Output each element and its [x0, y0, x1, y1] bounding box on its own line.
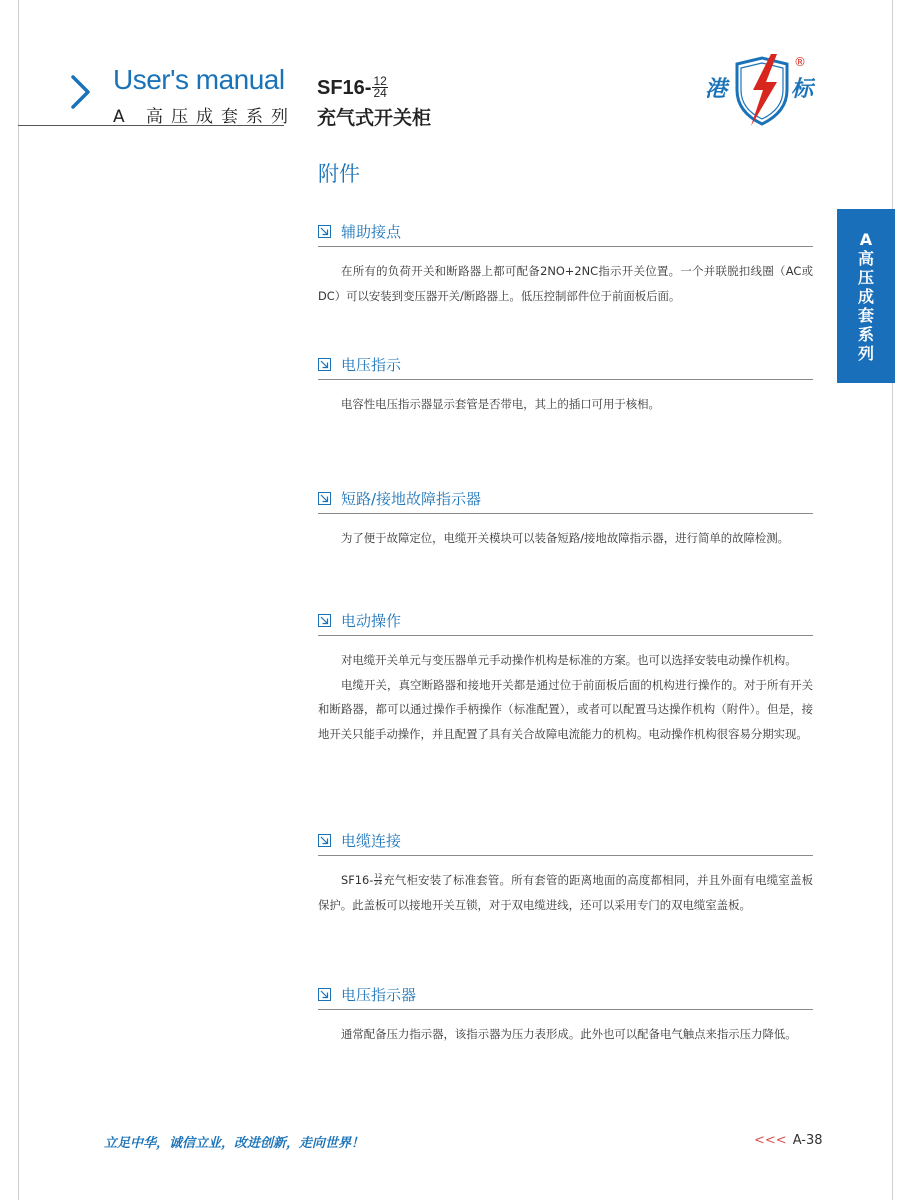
model-fraction-bottom: 24	[373, 86, 387, 100]
side-tab-label: A高压成套系列	[857, 229, 874, 363]
section-pressure-indicator	[318, 982, 813, 1047]
logo-char-left: 港	[705, 77, 728, 102]
section-body	[318, 392, 813, 417]
arrow-down-right-box-icon	[318, 614, 331, 627]
section-voltage-indication	[318, 352, 813, 417]
prefix-fraction-bottom: 24	[374, 880, 383, 887]
section-body	[318, 259, 813, 308]
section-title: 电压指示器	[341, 985, 417, 1004]
arrow-down-right-box-icon	[318, 834, 331, 847]
section-body	[318, 1022, 813, 1047]
section-title: 电压指示	[341, 355, 402, 374]
company-logo	[705, 52, 820, 128]
paragraph: 对电缆开关单元与变压器单元手动操作机构是标准的方案。也可以选择安装电动操作机构。	[341, 653, 797, 667]
model-block	[317, 75, 431, 130]
section-body	[318, 648, 813, 746]
paragraph: 电容性电压指示器显示套管是否带电，其上的插口可用于核相。	[341, 397, 660, 411]
section-header	[318, 608, 813, 636]
arrow-down-right-box-icon	[318, 358, 331, 371]
paragraph	[318, 868, 813, 917]
page-number	[754, 1133, 823, 1148]
arrow-down-right-box-icon	[318, 225, 331, 238]
registered-mark: ®	[794, 55, 806, 69]
model-name: SF16-	[317, 77, 372, 99]
footer-slogan: 立足中华，诚信立业，改进创新，走向世界！	[104, 1136, 365, 1151]
paragraph: 电缆开关，真空断路器和接地开关都是通过位于前面板后面的机构进行操作的。对于所有开关和断路器，都可以通过操作手柄操作（标准配置），或者可以配置马达操作机构（附件）。但是，接地开关只能手动操作，并且配置了具有关合故障电流能力的机构。电动操作机构很容易分期实现。	[318, 677, 813, 741]
section-header	[318, 219, 813, 247]
series-subtitle: A 高压成套系列	[113, 107, 297, 127]
header-rule	[18, 125, 284, 126]
page-heading: 附件	[318, 162, 360, 186]
section-fault-indicator	[318, 486, 813, 551]
section-body	[318, 868, 813, 917]
section-header	[318, 828, 813, 856]
model-line	[317, 75, 431, 101]
model-prefix: SF16-	[341, 873, 374, 887]
section-header	[318, 486, 813, 514]
arrow-down-right-box-icon	[318, 492, 331, 505]
section-title: 短路/接地故障指示器	[341, 489, 482, 508]
paragraph: 在所有的负荷开关和断路器上都可配备2NO+2NC指示开关位置。一个并联脱扣线圈（AC或DC）可以安装到变压器开关/断路器上。低压控制部件位于前面板后面。	[318, 264, 813, 303]
arrow-down-right-box-icon	[318, 988, 331, 1001]
section-title: 辅助接点	[341, 222, 402, 241]
section-header	[318, 352, 813, 380]
chevron-right-icon	[70, 74, 92, 110]
paragraph-text: 充气柜安装了标准套管。所有套管的距离地面的高度都相同，并且外面有电缆室盖板保护。此盖板可以接地开关互锁，对于双电缆进线，还可以采用专门的双电缆室盖板。	[318, 873, 813, 912]
model-description: 充气式开关柜	[317, 107, 432, 129]
side-tab	[837, 209, 895, 383]
section-header	[318, 982, 813, 1010]
prefix-fraction-top: 12	[374, 873, 383, 880]
section-title: 电缆连接	[341, 831, 402, 850]
page-number-text: A-38	[792, 1133, 823, 1148]
section-title: 电动操作	[341, 611, 402, 630]
paragraph: 通常配备压力指示器，该指示器为压力表形成。此外也可以配备电气触点来指示压力降低。	[341, 1027, 797, 1041]
model-fraction	[372, 76, 387, 99]
page-arrows-icon: <<<	[754, 1133, 787, 1148]
model-fraction-top: 12	[373, 74, 387, 88]
section-auxiliary-contacts	[318, 219, 813, 308]
paragraph: 为了便于故障定位，电缆开关模块可以装备短路/接地故障指示器，进行简单的故障检测。	[341, 531, 790, 545]
manual-title: User's manual	[113, 64, 285, 95]
section-cable-connection	[318, 828, 813, 917]
model-prefix-fraction	[374, 874, 382, 887]
section-body	[318, 526, 813, 551]
logo-char-right: 标	[791, 77, 814, 102]
section-motor-operation	[318, 608, 813, 746]
